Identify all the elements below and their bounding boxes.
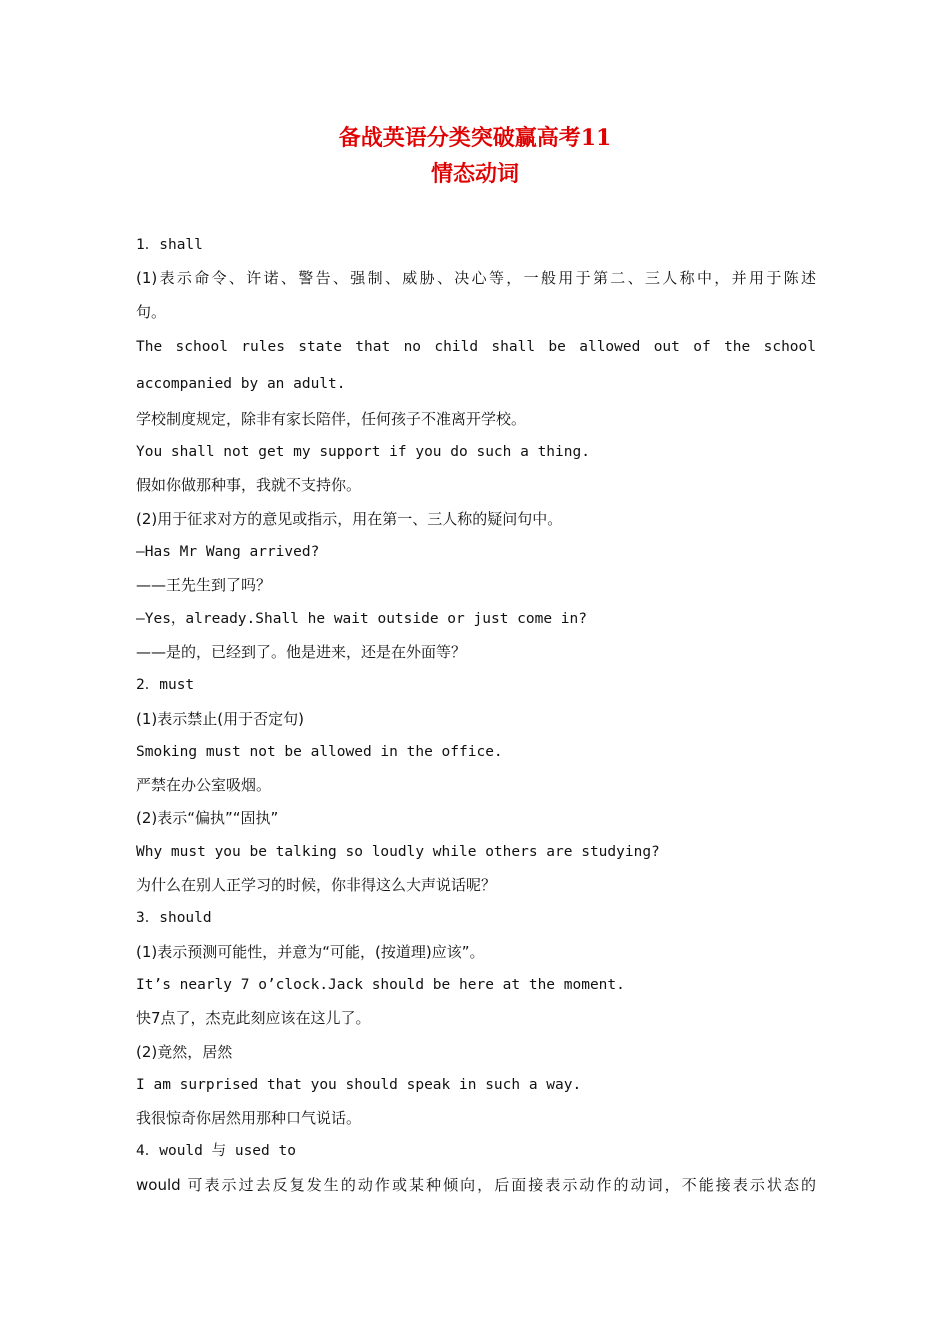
text-line: I am surprised that you should speak in such a way. xyxy=(136,1076,582,1093)
text-line: —Yes，already.Shall he wait outside or just come in? xyxy=(136,610,587,627)
text-line: Why must you be talking so loudly while others are studying? xyxy=(136,843,660,860)
document-body xyxy=(136,229,816,1202)
text-line: 假如你做那种事，我就不支持你。 xyxy=(136,476,362,495)
text-line: (1)表示禁止(用于否定句) xyxy=(136,709,304,728)
text-line: 句。 xyxy=(136,302,167,321)
text-line: ——是的，已经到了。他是进来，还是在外面等？ xyxy=(136,642,467,661)
text-line: (1)表示预测可能性，并意为“可能，(按道理)应该”。 xyxy=(136,942,485,961)
text-line: (2)表示“偏执”“固执” xyxy=(136,809,279,828)
text-line: —Has Mr Wang arrived? xyxy=(136,544,320,561)
text-line: The school rules state that no child shall be allowed out of the school xyxy=(136,338,816,355)
title-line-2: 情态动词 xyxy=(430,161,519,187)
text-line: It’s nearly 7 o’clock.Jack should be here at the moment. xyxy=(136,976,625,993)
text-line: (1)表示命令、许诺、警告、强制、威胁、决心等，一般用于第二、三人称中，并用于陈述 xyxy=(136,269,816,288)
text-line: You shall not get my support if you do such a thing. xyxy=(136,444,590,461)
text-line: 学校制度规定，除非有家长陪伴，任何孩子不准离开学校。 xyxy=(136,409,527,428)
text-line: 快7点了，杰克此刻应该在这儿了。 xyxy=(136,1009,371,1028)
text-line: 3．should xyxy=(136,910,212,927)
text-line: would 可表示过去反复发生的动作或某种倾向，后面接表示动作的动词，不能接表示状态的 xyxy=(136,1175,816,1194)
text-line: ——王先生到了吗？ xyxy=(136,576,272,595)
text-line: 我很惊奇你居然用那种口气说话。 xyxy=(136,1109,362,1128)
title-line-1: 备战英语分类突破赢高考11 xyxy=(338,125,612,151)
text-line: (2)竟然，居然 xyxy=(136,1042,233,1061)
text-line: 1．shall xyxy=(136,237,203,253)
text-line: 严禁在办公室吸烟。 xyxy=(136,776,272,795)
document-title xyxy=(0,120,950,192)
text-line: 4．would 与 used to xyxy=(136,1143,296,1160)
text-line: 为什么在别人正学习的时候，你非得这么大声说话呢？ xyxy=(136,876,497,895)
text-line: Smoking must not be allowed in the office. xyxy=(136,743,503,760)
text-line: (2)用于征求对方的意见或指示，用在第一、三人称的疑问句中。 xyxy=(136,509,563,528)
text-line: accompanied by an adult. xyxy=(136,375,346,392)
text-line: 2．must xyxy=(136,677,195,694)
